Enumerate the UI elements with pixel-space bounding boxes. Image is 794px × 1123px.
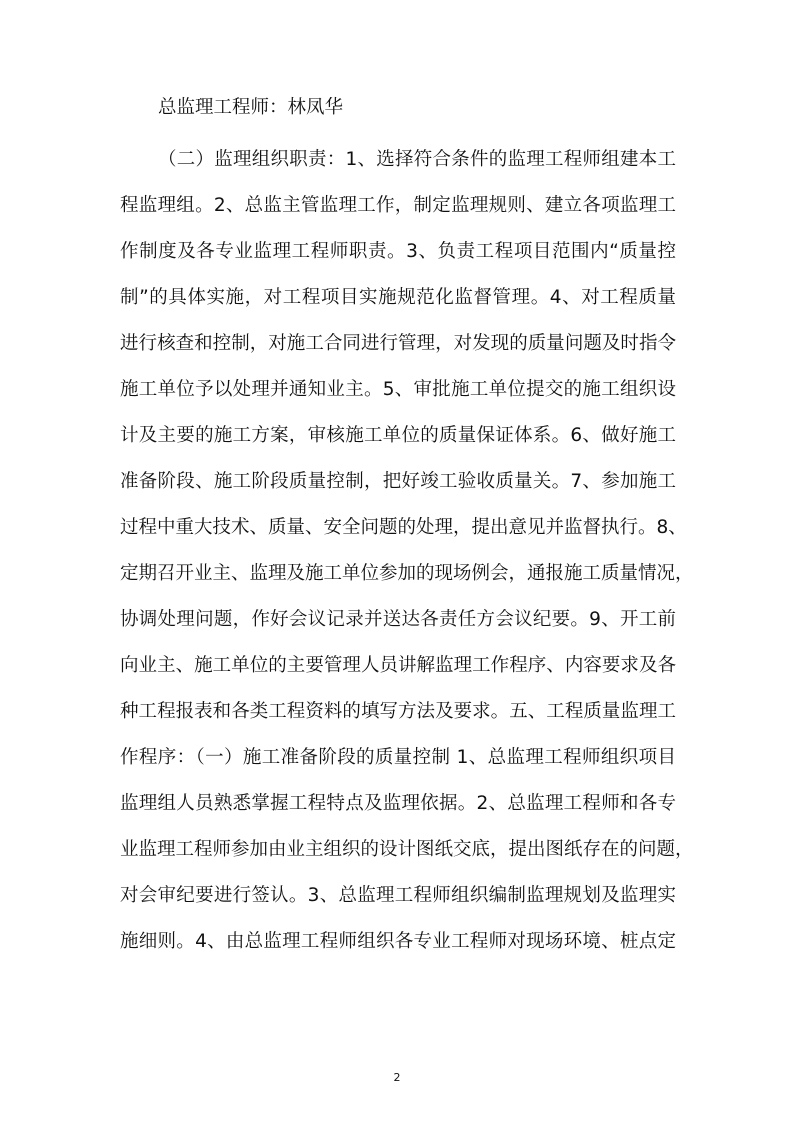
text-line: 施工单位予以处理并通知业主。5、审批施工单位提交的施工组织设 [120,379,676,400]
text-line: 过程中重大技术、质量、安全问题的处理，提出意见并监督执行。8、 [120,517,687,538]
text-line: 种工程报表和各类工程资料的填写方法及要求。五、工程质量监理工 [120,701,676,722]
text-line: 准备阶段、施工阶段质量控制，把好竣工验收质量关。7、参加施工 [120,471,676,492]
text-line: 业监理工程师参加由业主组织的设计图纸交底，提出图纸存在的问题， [120,839,694,860]
page-number: 2 [393,1071,401,1084]
text-line: 向业主、施工单位的主要管理人员讲解监理工作程序、内容要求及各 [120,655,676,676]
text-line: 程监理组。2、总监主管监理工作，制定监理规则、建立各项监理工 [120,195,676,216]
text-line: （二）监理组织职责：1、选择符合条件的监理工程师组建本工 [158,149,676,170]
text-line: 作程序：（一）施工准备阶段的质量控制 1、总监理工程师组织项目 [120,747,676,768]
text-line: 制”的具体实施，对工程项目实施规范化监督管理。4、对工程质量 [120,287,676,308]
text-line: 定期召开业主、监理及施工单位参加的现场例会，通报施工质量情况， [120,563,694,584]
text-line: 计及主要的施工方案，审核施工单位的质量保证体系。6、做好施工 [120,425,676,446]
text-line: 监理组人员熟悉掌握工程特点及监理依据。2、总监理工程师和各专 [120,793,676,814]
text-line: 施细则。4、由总监理工程师组织各专业工程师对现场环境、桩点定 [120,931,676,952]
text-line: 对会审纪要进行签认。3、总监理工程师组织编制监理规划及监理实 [120,885,676,906]
text-line: 作制度及各专业监理工程师职责。3、负责工程项目范围内“质量控 [120,241,676,262]
text-line: 总监理工程师：林凤华 [158,97,344,118]
text-line: 协调处理问题，作好会议记录并送达各责任方会议纪要。9、开工前 [120,609,676,630]
text-line: 进行核查和控制，对施工合同进行管理，对发现的质量问题及时指令 [120,333,676,354]
